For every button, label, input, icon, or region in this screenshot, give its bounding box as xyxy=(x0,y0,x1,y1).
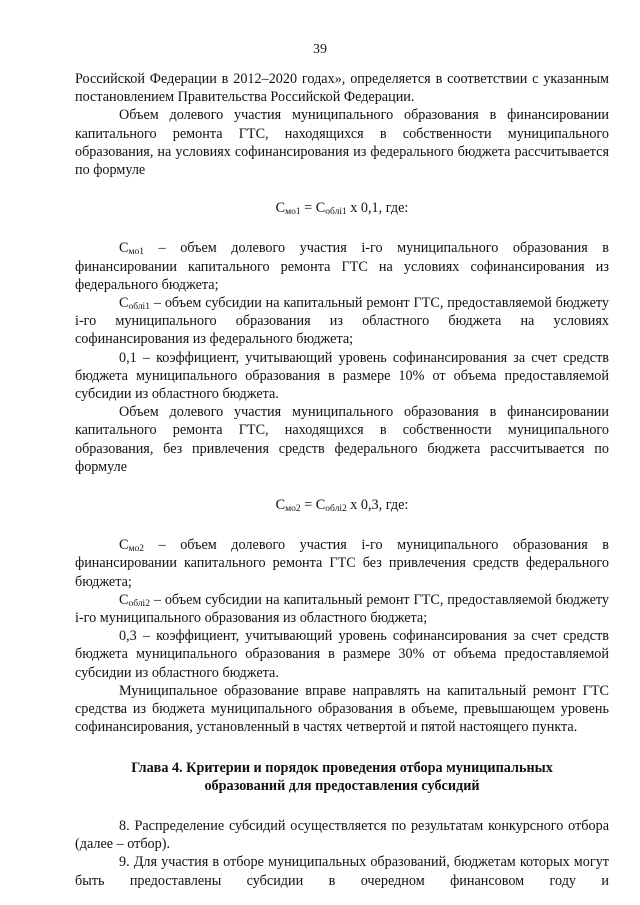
definition-cmo1 xyxy=(75,239,609,294)
definition-coef-03: 0,3 – коэффициент, учитывающий уровень софинансирования за счет средств бюджета муниципального образования в размере 30% от объема предоставляемой субсидии из областного бюджета. xyxy=(75,628,609,681)
page-number: 39 xyxy=(313,42,327,57)
formula-2 xyxy=(75,496,609,514)
chapter-heading-line2: образований для предоставления субсидий xyxy=(204,777,480,794)
definition-cobli1 xyxy=(75,294,609,349)
paragraph-share-federal: Объем долевого участия муниципального образования в финансировании капитального ремонта ГТС, находящихся в собственности муниципального образования, на условиях софинансирования из федерального бюджета рассчитывается по формуле xyxy=(75,107,609,179)
formula-2-lhs: С xyxy=(275,497,286,514)
definition-cmo1-symbol: С xyxy=(119,240,129,257)
chapter-heading xyxy=(75,759,609,795)
formula-1-tail: х 0,1, где: xyxy=(346,200,409,217)
paragraph-continuation: Российской Федерации в 2012–2020 годах», определяется в соответствии с указанным постановлением Правительства Российской Федерации. xyxy=(75,71,609,106)
chapter-heading-line1: Глава 4. Критерии и порядок проведения отбора муниципальных xyxy=(131,759,553,776)
definition-cmo1-sub: мо1 xyxy=(128,247,144,258)
formula-2-eq: = xyxy=(300,497,316,514)
definition-cmo1-text: – объем долевого участия i-го муниципального образования в финансировании капитального ремонта ГТС на условиях софинансирования из федерального бюджета; xyxy=(75,240,609,293)
paragraph-share-nonfederal: Объем долевого участия муниципального образования в финансировании капитального ремонта ГТС, находящихся в собственности муниципального образования, без привлечения средств федерального бюджета рассчитывается по формуле xyxy=(75,404,609,475)
definition-cobli1-symbol: С xyxy=(119,295,129,312)
formula-1 xyxy=(75,199,609,217)
definition-cobli2-sub: облi2 xyxy=(128,598,150,609)
definition-cobli1-text: – объем субсидии на капитальный ремонт ГТС, предоставляемой бюджету i-го муниципального образования из областного бюджета на условиях софинансирования из федерального бюджета; xyxy=(75,295,609,348)
formula-1-rhs: С xyxy=(315,200,326,217)
formula-2-lhs-sub: мо2 xyxy=(285,504,301,515)
paragraph-item-9: 9. Для участия в отборе муниципальных образований, бюджетам которых могут быть предоставлены субсидии в очередном финансовом году и xyxy=(75,854,609,889)
document-body xyxy=(75,70,609,890)
formula-1-lhs-sub: мо1 xyxy=(285,207,301,218)
definition-coef-01: 0,1 – коэффициент, учитывающий уровень софинансирования за счет средств бюджета муниципального образования в размере 10% от объема предоставляемой субсидии из областного бюджета. xyxy=(75,349,609,403)
formula-2-rhs: С xyxy=(315,497,326,514)
paragraph-excess-funding: Муниципальное образование вправе направлять на капитальный ремонт ГТС средства из бюджета муниципального образования в объеме, превышающем уровень софинансирования, установленный в частях четвертой и пятой настоящего пункта. xyxy=(75,682,609,736)
definition-cmo2-text: – объем долевого участия i-го муниципального образования в финансировании капитального ремонта ГТС без привлечения средств федерального бюджета; xyxy=(75,537,609,590)
definition-cmo2-symbol: С xyxy=(119,537,129,554)
definition-cobli2-text: – объем субсидии на капитальный ремонт ГТС, предоставляемой бюджету i-го муниципального образования из областного бюджета; xyxy=(75,591,609,627)
definition-cobli1-sub: облi1 xyxy=(128,302,150,313)
definition-cobli2 xyxy=(75,591,609,627)
formula-2-rhs-sub: облi2 xyxy=(325,504,347,515)
formula-1-rhs-sub: облi1 xyxy=(325,207,347,218)
formula-2-tail: х 0,3, где: xyxy=(346,497,409,514)
formula-1-eq: = xyxy=(300,200,316,217)
definition-cobli2-symbol: С xyxy=(119,591,129,608)
definition-cmo2-sub: мо2 xyxy=(128,544,144,555)
definition-cmo2 xyxy=(75,536,609,591)
formula-1-lhs: С xyxy=(275,200,286,217)
paragraph-item-8: 8. Распределение субсидий осуществляется по результатам конкурсного отбора (далее – отбор). xyxy=(75,817,609,853)
